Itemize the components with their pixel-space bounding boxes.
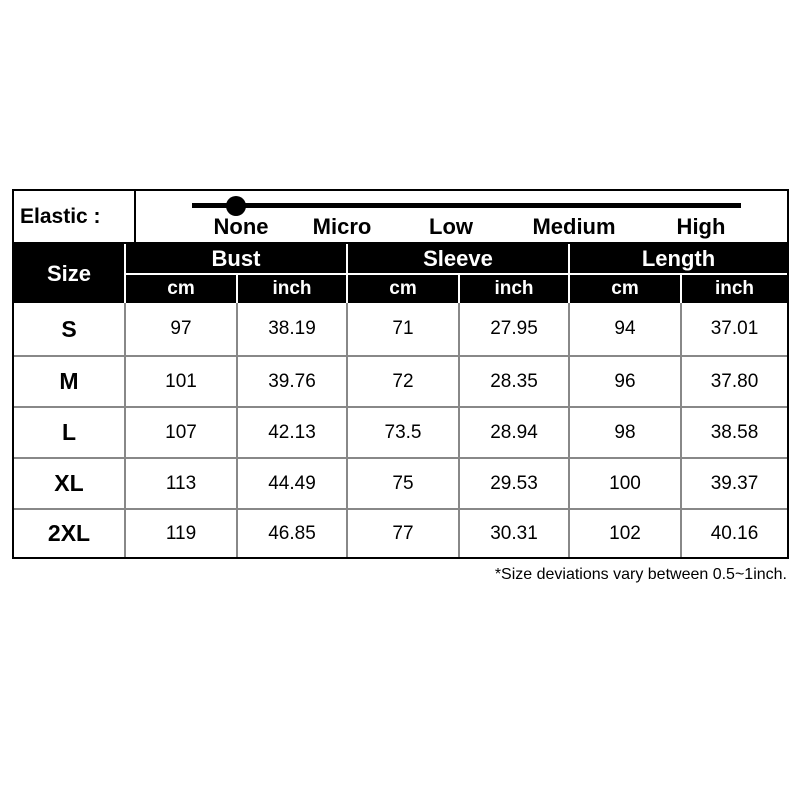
length-inch-cell: 37.01 — [710, 318, 759, 339]
length-cm-cell: 98 — [614, 422, 636, 443]
sleeve-inch-header: inch — [460, 274, 568, 303]
elastic-level-micro: Micro — [312, 214, 372, 239]
bust-cm-cell: 107 — [165, 422, 197, 443]
elastic-label: Elastic : — [14, 191, 136, 242]
elastic-scale-line — [192, 203, 741, 208]
sleeve-cm-cell: 72 — [392, 371, 414, 392]
length-cm-header: cm — [570, 274, 680, 303]
sleeve-cm-header: cm — [348, 274, 458, 303]
length-inch-cell: 40.16 — [710, 523, 759, 544]
elastic-level-none: None — [213, 214, 269, 239]
bust-inch-cell: 39.76 — [268, 371, 316, 392]
length-inch-cell: 38.58 — [710, 422, 759, 443]
length-cm-cell: 100 — [609, 473, 641, 494]
bust-cm-cell: 113 — [165, 473, 197, 494]
bust-cm-cell: 119 — [165, 523, 197, 544]
size-deviation-note: *Size deviations vary between 0.5~1inch. — [494, 566, 787, 583]
bust-inch-cell: 44.49 — [268, 473, 316, 494]
bust-inch-cell: 42.13 — [268, 422, 316, 443]
sleeve-inch-cell: 30.31 — [490, 523, 538, 544]
length-inch-cell: 37.80 — [710, 371, 759, 392]
bust-cm-cell: 97 — [170, 318, 192, 339]
sleeve-inch-cell: 28.35 — [490, 371, 538, 392]
bust-cm-header: cm — [126, 274, 236, 303]
size-chart — [12, 189, 789, 559]
sleeve-cm-cell: 77 — [392, 523, 414, 544]
sleeve-cm-cell: 75 — [392, 473, 414, 494]
bust-cm-cell: 101 — [165, 371, 197, 392]
length-cm-cell: 96 — [614, 371, 636, 392]
size-2xl: 2XL — [47, 520, 91, 546]
size-m: M — [59, 368, 79, 394]
elastic-level-medium: Medium — [532, 214, 616, 239]
length-inch-cell: 39.37 — [710, 473, 759, 494]
header-separator — [126, 273, 787, 275]
bust-inch-header: inch — [238, 274, 346, 303]
sleeve-inch-cell: 28.94 — [490, 422, 538, 443]
size-s: S — [61, 316, 77, 342]
bust-inch-cell: 38.19 — [268, 318, 316, 339]
elastic-level-low: Low — [429, 214, 473, 239]
sleeve-header: Sleeve — [348, 244, 568, 274]
length-cm-cell: 102 — [609, 523, 641, 544]
elastic-level-high: High — [676, 214, 726, 239]
sleeve-inch-cell: 29.53 — [490, 473, 538, 494]
length-header: Length — [570, 244, 787, 274]
elastic-row — [14, 191, 787, 244]
length-cm-cell: 94 — [614, 318, 636, 339]
size-header: Size — [14, 244, 124, 303]
header-separator — [236, 275, 238, 303]
sleeve-cm-cell: 73.5 — [384, 422, 422, 443]
size-xl: XL — [54, 470, 84, 496]
sleeve-inch-cell: 27.95 — [490, 318, 538, 339]
header-separator — [458, 275, 460, 303]
bust-header: Bust — [126, 244, 346, 274]
elastic-indicator-dot — [226, 196, 246, 216]
sleeve-cm-cell: 71 — [392, 318, 414, 339]
size-l: L — [61, 419, 77, 445]
header-separator — [680, 275, 682, 303]
bust-inch-cell: 46.85 — [268, 523, 316, 544]
length-inch-header: inch — [682, 274, 787, 303]
